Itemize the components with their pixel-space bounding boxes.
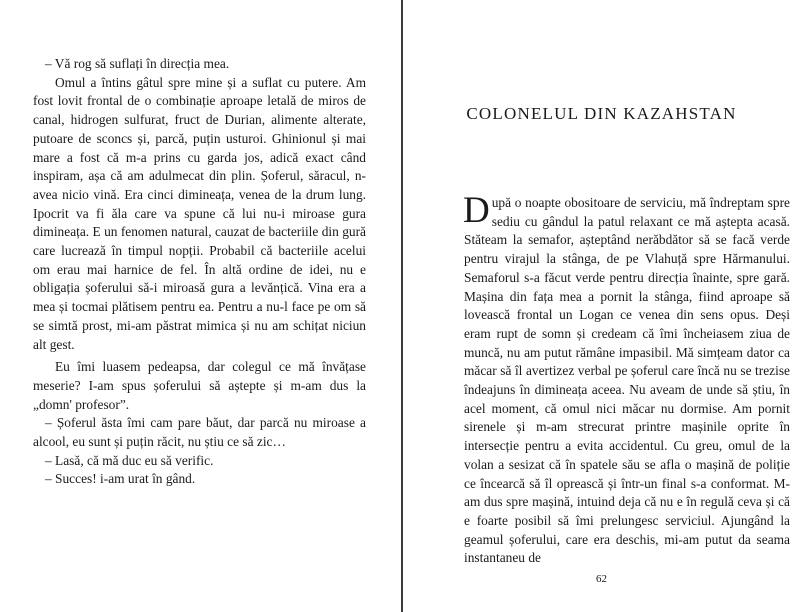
left-page-text: [33, 55, 366, 489]
page-number: 62: [596, 573, 607, 585]
dialogue-line: – Lasă, că mă duc eu să verific.: [45, 452, 214, 468]
opening-paragraph-text: upă o noapte obositoare de serviciu, mă îndreptam spre sediu cu gândul la patul relaxant ce mă aștepta acasă. Stăteam la semafor, așteptând nerăbdător să se facă verde pentru virajul la stânga, de pe Vlahuță spre Hărmanului. Semaforul s-a făcut verde pentru direcția înainte, spre gară. Mașina din fața mea a pornit la stânga, fiind aproape să lovească frontal un Logan ce venea din sens opus. Deși eram rupt de somn și credeam că îmi încheiasem ziua de muncă, nu am putut rămâne impasibil. Mă simțeam dator ca măcar să îl avertizez verbal pe șoferul care încă nu se trezise îndeajuns în dimineața aceea. Nu aveam de unde să știu, în acel moment, că omul nici măcar nu dormise. Am pornit sirenele și m-am strecurat printre mașinile oprite în intersecție pentru a evita accidentul. Cu greu, omul de la volan a sesizat că în spatele său se afla o mașină de poliție ce încearcă să îl oprească și într-un final s-a conformat. M-am dus spre mașină, intuind deja că nu e în regulă ceva și că e foarte posibil să îmi prelungesc serviciul. Ajungând la geamul șoferului, care era deschis, mi-am putut da seama instantaneu de: [464, 195, 790, 566]
drop-cap: D: [463, 190, 490, 231]
paragraph: Eu îmi luasem pedeapsa, dar colegul ce mă învățase meserie? I-am spus șoferului să aștepte și m-am dus la „domn' profesor”.: [33, 359, 366, 412]
dialogue-line: – Succes! i-am urat în gând.: [45, 471, 196, 487]
right-page-text: [463, 190, 790, 568]
dialogue-line: – Șoferul ăsta îmi cam pare băut, dar parcă nu miroase a alcool, eu sunt și puțin răcit, nu știu ce să zic…: [33, 415, 366, 450]
dialogue-line: – Vă rog să suflați în direcția mea.: [45, 56, 230, 71]
chapter-title: COLONELUL DIN KAZAHSTAN: [466, 104, 737, 123]
paragraph: Omul a întins gâtul spre mine și a suflat cu putere. Am fost lovit frontal de o combinație aproape letală de miros de canal, hidrogen sulfurat, fruct de Durian, alimente alterate, putoare de sconcs și, parcă, puțin usturoi. Ghinionul și mai mare a fost că m-a prins cu garda jos, adică exact când inspiram, așa că am adulmecat din plin. Șoferul, săracul, n-avea nicio vină. Era cinci dimineața, venea de la drum lung. Ipocrit va fi ăla care va spune că lui nu-i miroase gura dimineața. E un fenomen natural, cauzat de bacteriile din gură care lucrează în timpul nopții. Probabil că bacteriile acelui om erau mai harnice de fel. În altă ordine de idei, nu e obligația șoferului să-i miroasă gura a levănțică. Vina era a mea și tocmai plătisem pentru ea. Pentru a nu-l face pe om să se simtă prost, mi-am păstrat mimica și nu am schițat niciun alt gest.: [33, 74, 366, 352]
opening-paragraph: [463, 190, 790, 568]
right-page: [403, 0, 800, 612]
